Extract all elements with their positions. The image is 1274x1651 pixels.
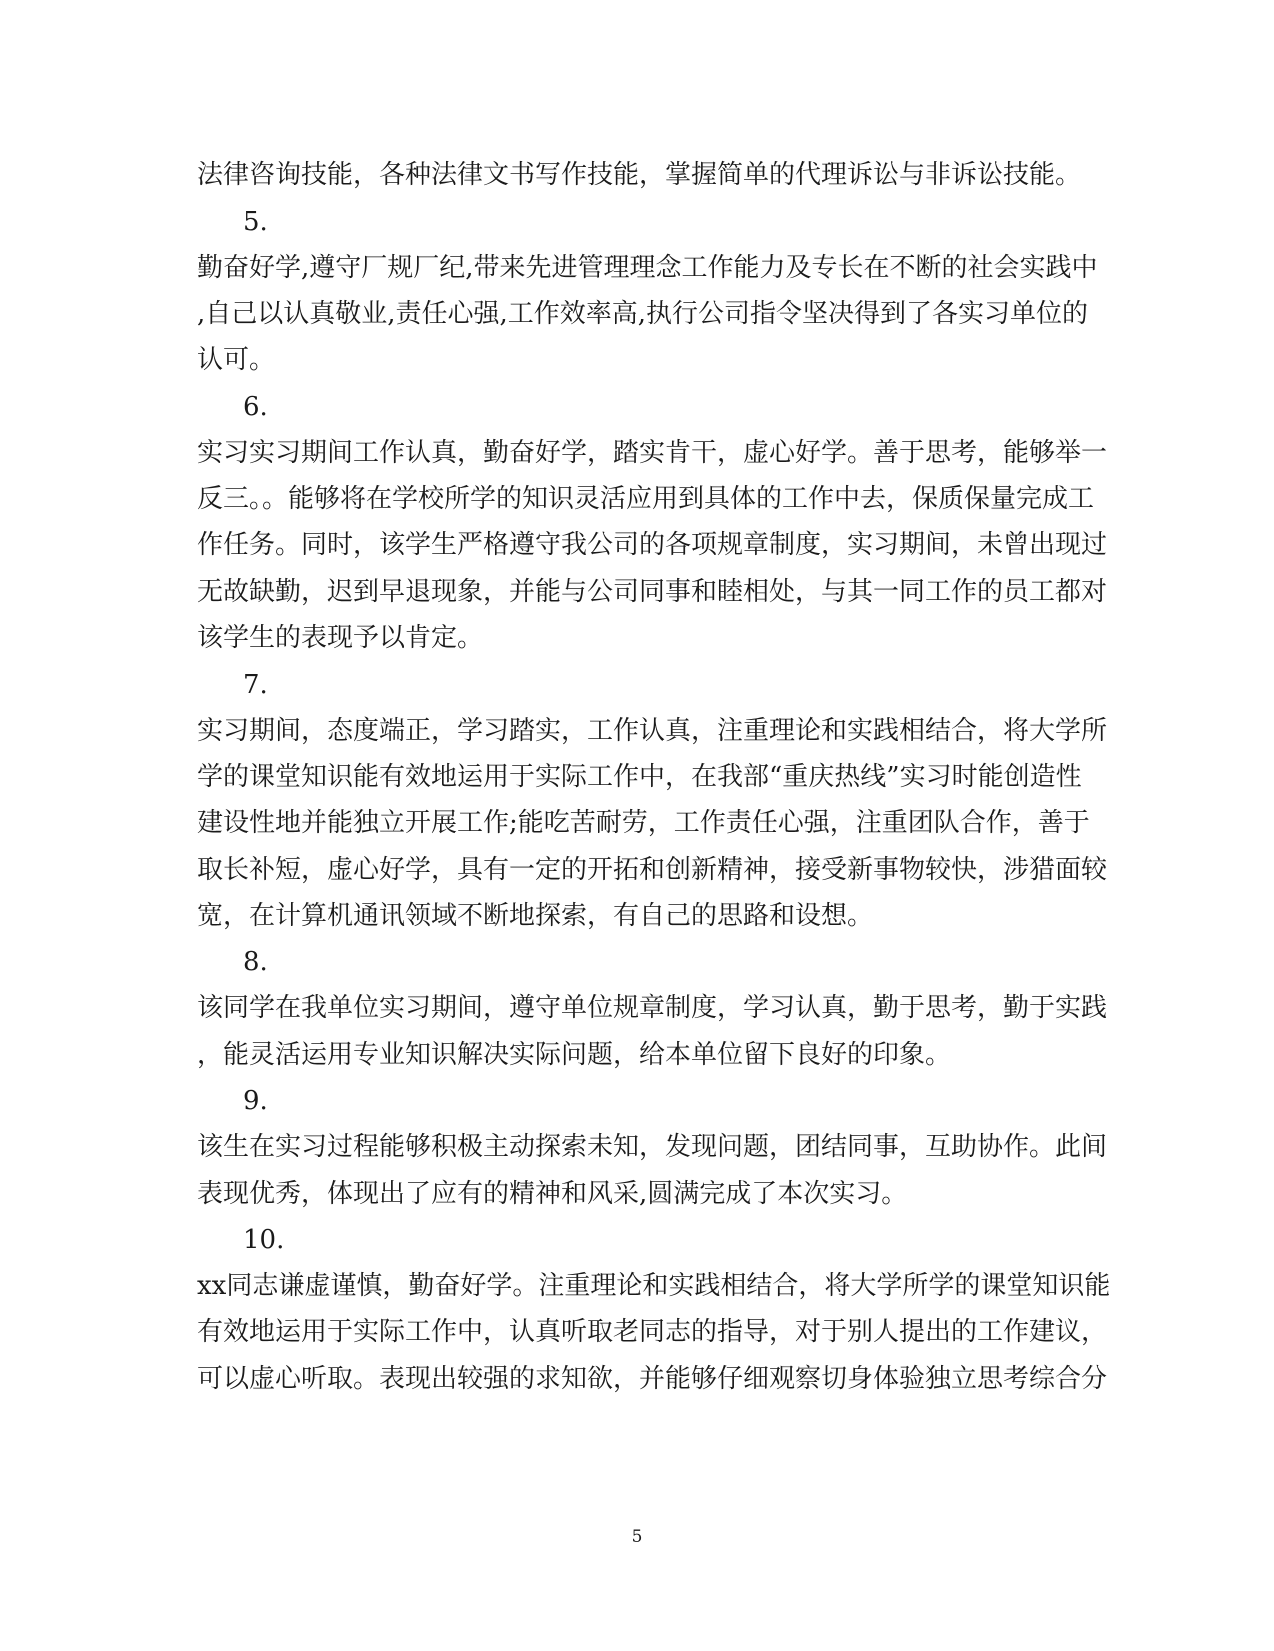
body-text-line: 该学生的表现予以肯定。 bbox=[197, 623, 484, 653]
body-text-line: 表现优秀，体现出了应有的精神和风采,圆满完成了本次实习。 bbox=[197, 1179, 908, 1209]
body-text-line: 建设性地并能独立开展工作;能吃苦耐劳，工作责任心强，注重团队合作，善于 bbox=[197, 808, 1090, 838]
body-text-line: 作任务。同时，该学生严格遵守我公司的各项规章制度，实习期间，未曾出现过 bbox=[197, 530, 1108, 560]
body-text-line: 无故缺勤，迟到早退现象，并能与公司同事和睦相处，与其一同工作的员工都对 bbox=[197, 577, 1108, 607]
body-text-line: 可以虚心听取。表现出较强的求知欲，并能够仔细观察切身体验独立思考综合分 bbox=[197, 1364, 1108, 1394]
body-text-line: 勤奋好学,遵守厂规厂纪,带来先进管理理念工作能力及专长在不断的社会实践中 bbox=[197, 253, 1098, 283]
body-text-line: 取长补短，虚心好学，具有一定的开拓和创新精神，接受新事物较快，涉猎面较 bbox=[197, 855, 1108, 885]
item-number: 6. bbox=[243, 392, 268, 422]
body-text-line: ,自己以认真敬业,责任心强,工作效率高,执行公司指令坚决得到了各实习单位的 bbox=[197, 299, 1089, 329]
body-text-line: 宽，在计算机通讯领域不断地探索，有自己的思路和设想。 bbox=[197, 901, 874, 931]
body-text-line: 有效地运用于实际工作中，认真听取老同志的指导，对于别人提出的工作建议， bbox=[197, 1317, 1108, 1347]
item-number: 7. bbox=[243, 670, 268, 700]
page-number: 5 bbox=[631, 1527, 643, 1547]
body-text-line: 反三。。能够将在学校所学的知识灵活应用到具体的工作中去，保质保量完成工 bbox=[197, 484, 1095, 514]
item-number: 5. bbox=[243, 207, 268, 237]
body-text-line: 学的课堂知识能有效地运用于实际工作中，在我部“重庆热线”实习时能创造性 bbox=[197, 762, 1082, 792]
item-number: 8. bbox=[243, 947, 268, 977]
body-text-line: 法律咨询技能，各种法律文书写作技能，掌握简单的代理诉讼与非诉讼技能。 bbox=[197, 160, 1082, 190]
item-number: 9. bbox=[243, 1086, 268, 1116]
item-number: 10. bbox=[243, 1225, 285, 1255]
body-text-line: ，能灵活运用专业知识解决实际问题，给本单位留下良好的印象。 bbox=[197, 1040, 952, 1070]
body-text-line: 实习期间，态度端正，学习踏实，工作认真，注重理论和实践相结合，将大学所 bbox=[197, 716, 1108, 746]
body-text-line: 认可。 bbox=[197, 345, 276, 375]
body-text-line: 实习实习期间工作认真，勤奋好学，踏实肯干，虚心好学。善于思考，能够举一 bbox=[197, 438, 1108, 468]
body-text-line: xx同志谦虚谨慎，勤奋好学。注重理论和实践相结合，将大学所学的课堂知识能 bbox=[197, 1271, 1111, 1301]
body-text-line: 该同学在我单位实习期间，遵守单位规章制度，学习认真，勤于思考，勤于实践 bbox=[197, 993, 1108, 1023]
body-text-line: 该生在实习过程能够积极主动探索未知，发现问题，团结同事，互助协作。此间 bbox=[197, 1132, 1108, 1162]
